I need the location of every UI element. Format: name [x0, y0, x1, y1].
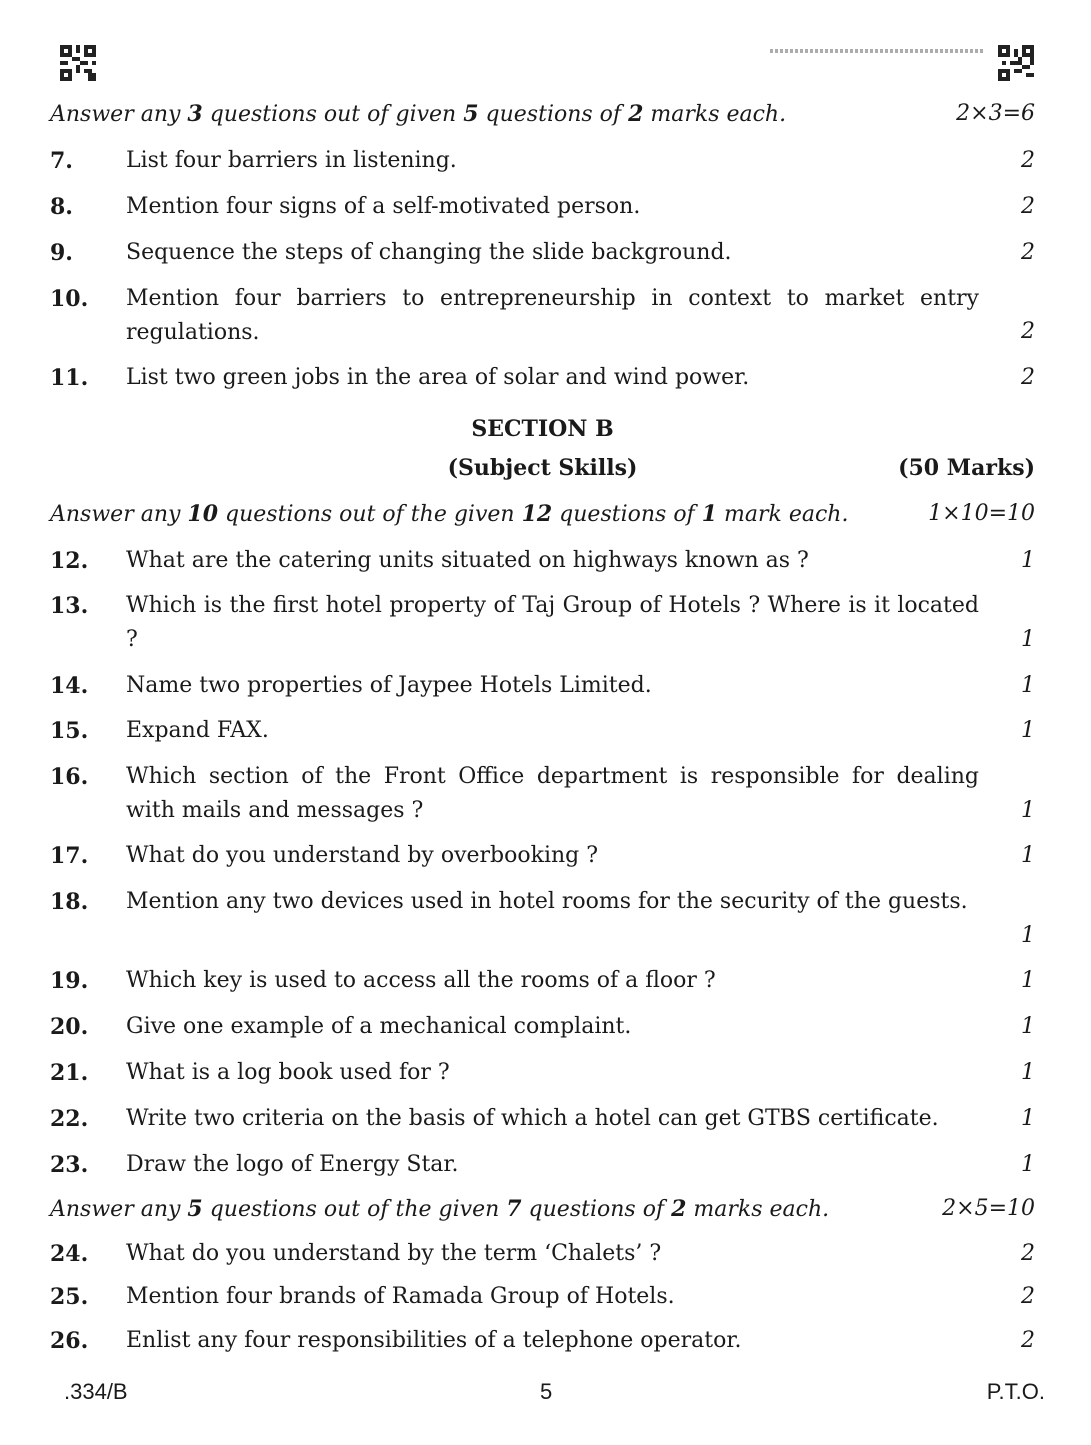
question-text: Mention four barriers to entrepreneurship in context to market entry regulations.: [126, 286, 979, 345]
question-marks: 2: [1021, 1284, 1035, 1309]
question-number: 21.: [50, 1060, 89, 1086]
qr-code-icon: [998, 45, 1034, 81]
question-marks: 2: [1021, 1328, 1035, 1353]
question-text: Name two properties of Jaypee Hotels Limited.: [126, 673, 652, 698]
instruction-line: Answer any 3 questions out of given 5 questions of 2 marks each.: [50, 101, 787, 127]
question-marks: 1: [1021, 1014, 1035, 1039]
qr-code-icon: [60, 45, 96, 81]
question-text: Mention four brands of Ramada Group of Hotels.: [126, 1284, 675, 1309]
instruction-line: Answer any 5 questions out of the given 7 questions of 2 marks each.: [50, 1196, 830, 1222]
question-marks: 1: [1021, 798, 1035, 823]
question-number: 8.: [50, 194, 73, 220]
microtext-strip: [770, 49, 985, 53]
question-text: What do you understand by overbooking ?: [126, 843, 599, 868]
question-marks: 2: [1021, 240, 1035, 265]
question-text: Write two criteria on the basis of which a hotel can get GTBS certificate.: [126, 1106, 939, 1131]
question-marks: 2: [1021, 194, 1035, 219]
question-text: What is a log book used for ?: [126, 1060, 450, 1085]
question-text: Which key is used to access all the rooms of a floor ?: [126, 968, 716, 993]
question-marks: 1: [1021, 923, 1035, 948]
page-number: 5: [540, 1379, 553, 1404]
section-marks: (50 Marks): [898, 455, 1035, 481]
question-text: Sequence the steps of changing the slide background.: [126, 240, 732, 265]
question-number: 14.: [50, 673, 89, 699]
question-marks: 1: [1021, 548, 1035, 573]
instruction-marks: 2×5=10: [942, 1196, 1035, 1221]
question-marks: 2: [1021, 148, 1035, 173]
question-number: 7.: [50, 148, 73, 174]
question-number: 17.: [50, 843, 89, 869]
section-title: SECTION B: [471, 416, 614, 442]
question-marks: 1: [1021, 1060, 1035, 1085]
question-marks: 1: [1021, 1106, 1035, 1131]
question-number: 11.: [50, 365, 89, 391]
question-number: 13.: [50, 593, 89, 619]
question-marks: 1: [1021, 1152, 1035, 1177]
question-text: Expand FAX.: [126, 718, 269, 743]
question-number: 10.: [50, 286, 89, 312]
question-number: 20.: [50, 1014, 89, 1040]
question-number: 23.: [50, 1152, 89, 1178]
question-marks: 1: [1021, 968, 1035, 993]
pto-label: P.T.O.: [986, 1379, 1045, 1404]
question-text: Mention any two devices used in hotel rooms for the security of the guests.: [126, 889, 968, 914]
question-marks: 2: [1021, 1241, 1035, 1266]
instruction-marks: 1×10=10: [928, 501, 1035, 526]
question-text: Which is the first hotel property of Taj Group of Hotels ? Where is it located ?: [126, 593, 979, 652]
question-number: 24.: [50, 1241, 89, 1267]
paper-code: .334/B: [64, 1379, 128, 1404]
question-number: 22.: [50, 1106, 89, 1132]
question-marks: 1: [1021, 627, 1035, 652]
question-text: Which section of the Front Office department is responsible for dealing with mails and messages ?: [126, 764, 979, 823]
question-number: 16.: [50, 764, 89, 790]
question-number: 26.: [50, 1328, 89, 1354]
question-marks: 1: [1021, 673, 1035, 698]
question-text: What do you understand by the term ‘Chalets’ ?: [126, 1241, 662, 1266]
question-text: List two green jobs in the area of solar and wind power.: [126, 365, 750, 390]
question-marks: 1: [1021, 843, 1035, 868]
question-number: 12.: [50, 548, 89, 574]
question-text: What are the catering units situated on highways known as ?: [126, 548, 809, 573]
question-marks: 1: [1021, 718, 1035, 743]
question-number: 25.: [50, 1284, 89, 1310]
question-number: 15.: [50, 718, 89, 744]
question-marks: 2: [1021, 365, 1035, 390]
question-marks: 2: [1021, 319, 1035, 344]
question-text: List four barriers in listening.: [126, 148, 457, 173]
question-number: 9.: [50, 240, 73, 266]
question-number: 19.: [50, 968, 89, 994]
question-text: Draw the logo of Energy Star.: [126, 1152, 459, 1177]
question-text: Enlist any four responsibilities of a telephone operator.: [126, 1328, 742, 1353]
question-text: Mention four signs of a self-motivated person.: [126, 194, 641, 219]
instruction-line: Answer any 10 questions out of the given 12 questions of 1 mark each.: [50, 501, 849, 527]
section-subtitle: (Subject Skills): [447, 455, 638, 481]
question-number: 18.: [50, 889, 89, 915]
instruction-marks: 2×3=6: [956, 101, 1035, 126]
question-text: Give one example of a mechanical complaint.: [126, 1014, 632, 1039]
